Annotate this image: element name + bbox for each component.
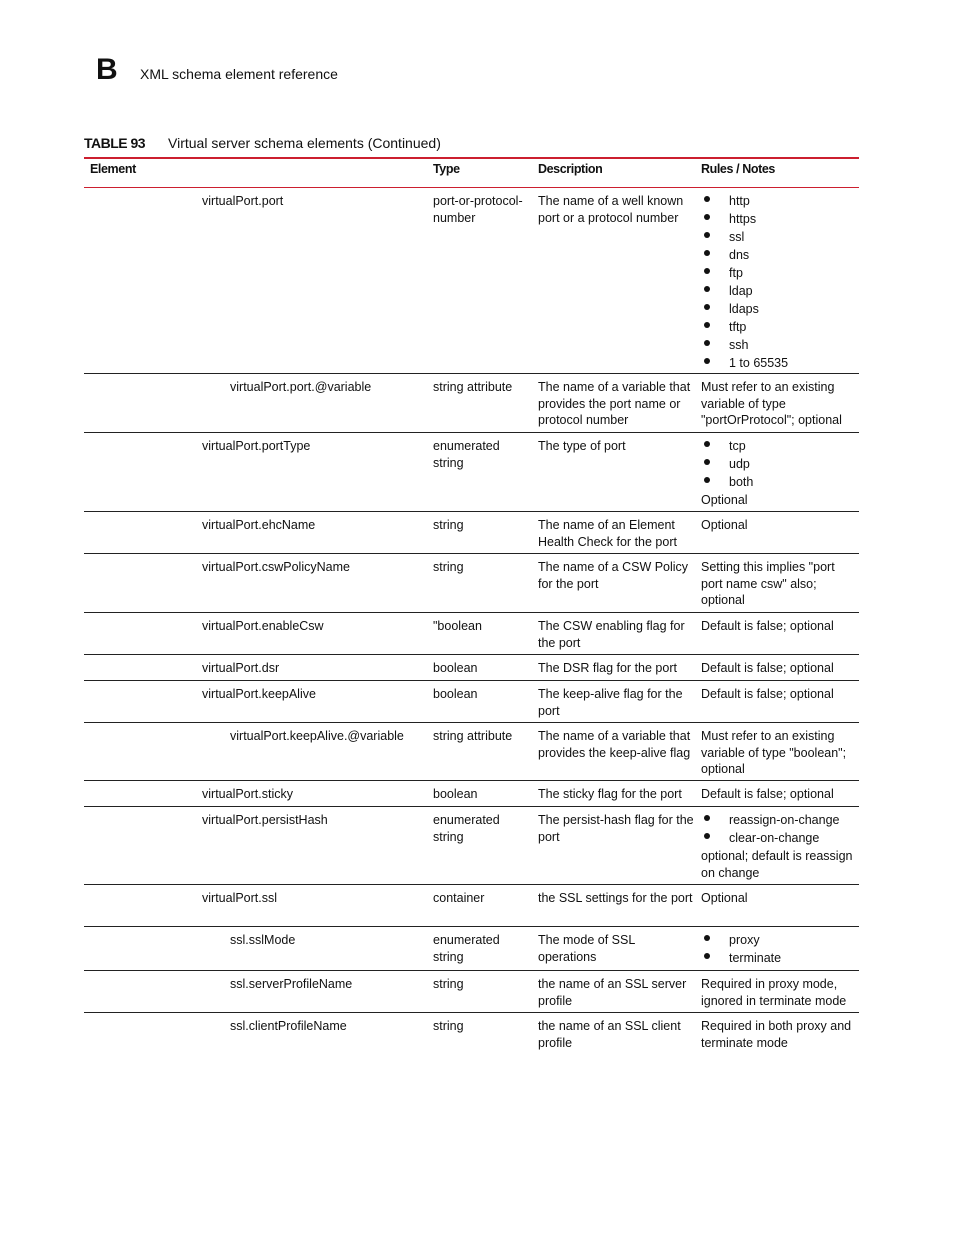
type-cell: container — [433, 891, 485, 905]
description-cell: The mode of SSL operations — [538, 933, 635, 964]
chapter-title: XML schema element reference — [140, 66, 338, 82]
bullet-item: proxy — [701, 932, 859, 950]
rules-cell — [701, 193, 859, 373]
bullet-list — [701, 812, 859, 848]
description-cell: The DSR flag for the port — [538, 661, 677, 675]
table-header-row — [84, 159, 859, 185]
table-row — [84, 927, 859, 971]
bullet-item: https — [701, 211, 859, 229]
bullet-item: ssl — [701, 229, 859, 247]
rules-cell: Setting this implies "port port name csw" also; optional — [701, 560, 835, 607]
bullet-item: tcp — [701, 438, 859, 456]
element-cell: virtualPort.port.@variable — [230, 380, 372, 394]
element-cell: virtualPort.ehcName — [202, 518, 316, 532]
bullet-item: ldaps — [701, 301, 859, 319]
element-cell: virtualPort.dsr — [202, 661, 280, 675]
rules-cell: Must refer to an existing variable of type "boolean"; optional — [701, 729, 847, 776]
table-title: Virtual server schema elements (Continued) — [168, 135, 441, 151]
table-number: TABLE 93 — [84, 135, 146, 151]
description-cell: The name of a CSW Policy for the port — [538, 560, 689, 591]
rules-cell: Required in both proxy and terminate mode — [701, 1019, 852, 1050]
table-row — [84, 885, 859, 927]
type-cell: string — [433, 518, 464, 532]
table-row — [84, 554, 859, 613]
element-cell: virtualPort.persistHash — [202, 813, 328, 827]
type-cell: "boolean — [433, 619, 482, 633]
bullet-item: both — [701, 474, 859, 492]
element-cell: ssl.sslMode — [230, 933, 296, 947]
rules-cell: Required in proxy mode, ignored in terminate mode — [701, 977, 847, 1008]
type-cell: enumerated string — [433, 813, 500, 844]
type-cell: boolean — [433, 787, 478, 801]
type-cell: boolean — [433, 687, 478, 701]
element-cell: virtualPort.keepAlive — [202, 687, 316, 701]
description-cell: the SSL settings for the port — [538, 891, 693, 905]
description-cell: the name of an SSL server profile — [538, 977, 687, 1008]
element-cell: ssl.clientProfileName — [230, 1019, 347, 1033]
table-row — [84, 512, 859, 554]
rules-cell — [701, 812, 859, 881]
rules-cell: Default is false; optional — [701, 661, 834, 675]
table-row — [84, 1013, 859, 1054]
bullet-item: 1 to 65535 — [701, 355, 859, 373]
element-cell: virtualPort.keepAlive.@variable — [230, 729, 404, 743]
description-cell: The sticky flag for the port — [538, 787, 682, 801]
element-cell: virtualPort.ssl — [202, 891, 278, 905]
table-row — [84, 613, 859, 655]
rules-cell: Optional — [701, 518, 748, 532]
table-caption — [84, 133, 859, 155]
bullet-item: ssh — [701, 337, 859, 355]
bullet-item: ldap — [701, 283, 859, 301]
rules-cell: Must refer to an existing variable of type "portOrProtocol"; optional — [701, 380, 842, 427]
type-cell: port-or-protocol-number — [433, 194, 523, 225]
table-row — [84, 781, 859, 807]
column-header-rules: Rules / Notes — [701, 162, 775, 176]
rules-cell: Optional — [701, 891, 748, 905]
description-cell: The name of a variable that provides the keep-alive flag — [538, 729, 691, 760]
column-header-element: Element — [90, 162, 136, 176]
rules-note: optional; default is reassign on change — [701, 849, 853, 880]
table-row — [84, 807, 859, 885]
type-cell: string attribute — [433, 729, 513, 743]
bullet-item: udp — [701, 456, 859, 474]
description-cell: The persist-hash flag for the port — [538, 813, 694, 844]
table-row — [84, 433, 859, 512]
type-cell: string — [433, 977, 464, 991]
type-cell: enumerated string — [433, 933, 500, 964]
column-header-description: Description — [538, 162, 603, 176]
description-cell: The type of port — [538, 439, 626, 453]
rules-cell — [701, 932, 859, 968]
description-cell: The name of an Element Health Check for the port — [538, 518, 677, 549]
type-cell: enumerated string — [433, 439, 500, 470]
bullet-item: ftp — [701, 265, 859, 283]
element-cell: virtualPort.cswPolicyName — [202, 560, 350, 574]
element-cell: ssl.serverProfileName — [230, 977, 353, 991]
table-row — [84, 374, 859, 433]
description-cell: The CSW enabling flag for the port — [538, 619, 685, 650]
table-row — [84, 655, 859, 681]
type-cell: string — [433, 560, 464, 574]
type-cell: string — [433, 1019, 464, 1033]
bullet-list — [701, 932, 859, 968]
bullet-list — [701, 193, 859, 373]
table-row — [84, 971, 859, 1013]
bullet-item: tftp — [701, 319, 859, 337]
description-cell: the name of an SSL client profile — [538, 1019, 681, 1050]
element-cell: virtualPort.portType — [202, 439, 311, 453]
description-cell: The name of a variable that provides the port name or protocol number — [538, 380, 691, 427]
element-cell: virtualPort.port — [202, 194, 284, 208]
chapter-letter: B — [96, 53, 118, 86]
element-cell: virtualPort.enableCsw — [202, 619, 324, 633]
rules-cell: Default is false; optional — [701, 787, 834, 801]
table-row — [84, 723, 859, 781]
bullet-item: clear-on-change — [701, 830, 859, 848]
rules-cell: Default is false; optional — [701, 619, 834, 633]
description-cell: The name of a well known port or a protocol number — [538, 194, 684, 225]
rules-cell — [701, 438, 859, 509]
column-header-type: Type — [433, 162, 460, 176]
bullet-item: dns — [701, 247, 859, 265]
table-row — [84, 681, 859, 723]
bullet-item: reassign-on-change — [701, 812, 859, 830]
description-cell: The keep-alive flag for the port — [538, 687, 683, 718]
bullet-item: terminate — [701, 950, 859, 968]
rules-cell: Default is false; optional — [701, 687, 834, 701]
rules-note: Optional — [701, 493, 748, 507]
table-row — [84, 188, 859, 374]
type-cell: string attribute — [433, 380, 513, 394]
bullet-item: http — [701, 193, 859, 211]
type-cell: boolean — [433, 661, 478, 675]
bullet-list — [701, 438, 859, 492]
element-cell: virtualPort.sticky — [202, 787, 293, 801]
